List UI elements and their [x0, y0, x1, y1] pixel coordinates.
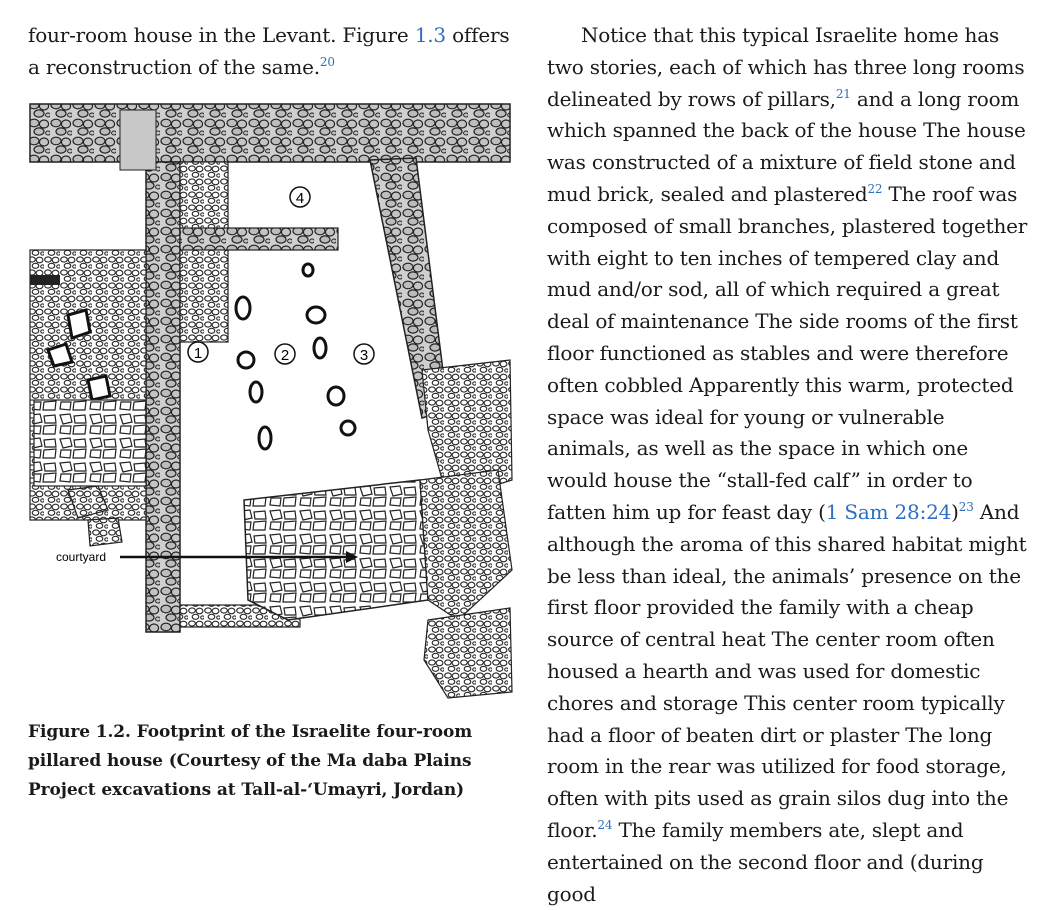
left-wall	[146, 162, 180, 632]
floorplan-figure	[28, 100, 514, 702]
body-text-1: Notice that this typical Israelite home has two stories, each of which has three long rooms delineated by rows of pillars,	[547, 23, 1025, 111]
room-label-2	[275, 344, 295, 364]
body-text-5: And although the aroma of this shared habitat might be less than ideal, the animals’ presence on the first floor provided the family with a cheap source of central heat The center room often housed a hearth and was used for domestic chores and storage This center room typically had a floor of beaten dirt or plaster The long room in the rear was utilized for food storage, often with pits used as grain silos dug into the floor.	[547, 499, 1027, 842]
footnote-21-link[interactable]: 21	[835, 86, 851, 101]
body-text-3: The roof was composed of small branches, plastered together with eight to ten inches of tempered clay and mud and/or sod, all of which required a great deal of maintenance The side rooms of the first floor functioned as stables and were therefore often cobbled Apparently this warm, protected space was ideal for young or vulnerable animals, as well as the space in which one would house the “stall-fed calf” in order to fatten him up for feast day (	[547, 181, 1028, 524]
body-paragraph	[547, 20, 1032, 910]
room-label-4	[290, 187, 310, 207]
floorplan-drawing	[28, 100, 514, 702]
intro-paragraph	[28, 20, 518, 84]
svg-text:2: 2	[280, 347, 290, 364]
footnote-20-link[interactable]: 20	[319, 54, 335, 69]
figure-caption: Figure 1.2. Footprint of the Israelite four-room pillared house (Courtesy of the Ma daba Plains Project excavations at Tall-al-‘Umayri, Jordan)	[28, 722, 473, 800]
courtyard-label: courtyard	[56, 550, 107, 564]
body-text-4: )	[951, 499, 959, 524]
cobbled-side-room	[180, 162, 228, 342]
body-text-2: and a long room which spanned the back of the house The house was constructed of a mixture of field stone and mud brick, sealed and plastered	[547, 86, 1026, 206]
footnote-23-link[interactable]: 23	[958, 499, 974, 514]
intro-text: four-room house in the Levant. Figure	[28, 23, 415, 47]
right-column	[547, 20, 1032, 910]
paved-platform	[244, 480, 428, 620]
intro-text-cont: offers a reconstruction of the same.	[28, 23, 510, 79]
body-text-6: The family members ate, slept and entertained on the second floor and (during good	[547, 817, 984, 906]
top-wall	[30, 104, 510, 162]
svg-text:4: 4	[295, 190, 305, 207]
room-label-1	[188, 342, 208, 362]
footnote-22-link[interactable]: 22	[867, 181, 883, 196]
scripture-ref-link[interactable]: 1 Sam 28:24	[825, 499, 952, 524]
figure-ref-link[interactable]: 1.3	[414, 23, 446, 47]
cross-wall	[180, 228, 338, 250]
left-column	[28, 20, 518, 84]
svg-text:1: 1	[193, 345, 203, 362]
footnote-24-link[interactable]: 24	[597, 817, 613, 832]
room-label-3	[354, 344, 374, 364]
svg-text:3: 3	[359, 347, 369, 364]
